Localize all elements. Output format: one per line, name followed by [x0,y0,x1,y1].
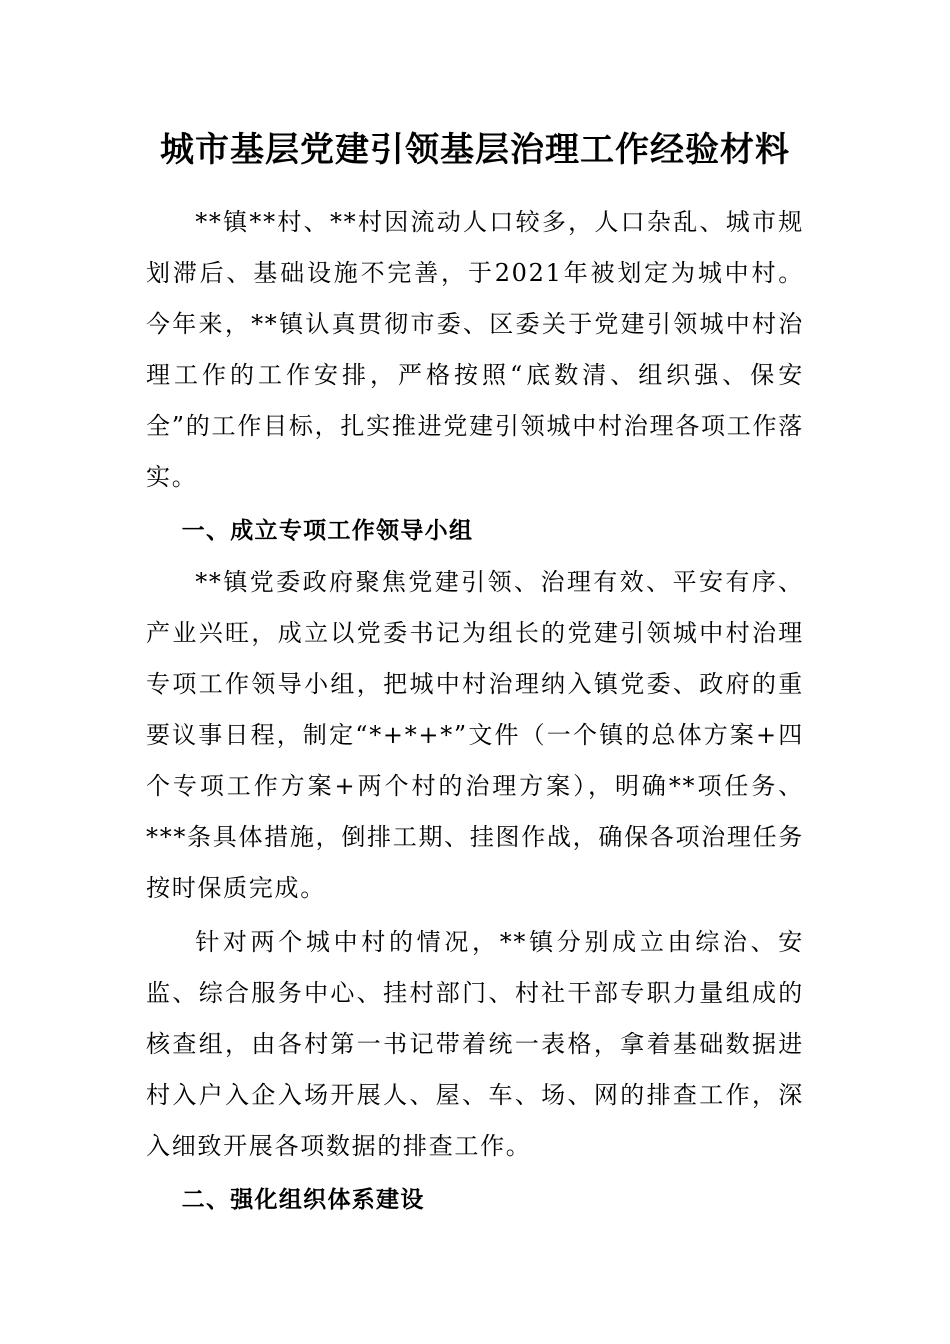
section1-paragraph-2: 针对两个城中村的情况，**镇分别成立由综治、安监、综合服务中心、挂村部门、村社干部专职力量组成的核查组，由各村第一书记带着统一表格，拿着基础数据进村入户入企入场开展人、屋、车、场、网的排查工作，深入细致开展各项数据的排查工作。 [146,928,804,1160]
section1-paragraph-1: **镇党委政府聚焦党建引领、治理有效、平安有序、产业兴旺，成立以党委书记为组长的党建引领城中村治理专项工作领导小组，把城中村治理纳入镇党委、政府的重要议事日程，制定“*+*+*”文件（一个镇的总体方案+四个专项工作方案+两个村的治理方案），明确**项任务、***条具体措施，倒排工期、挂图作战，确保各项治理任务按时保质完成。 [146,568,804,902]
intro-paragraph: **镇**村、**村因流动人口较多，人口杂乱、城市规划滞后、基础设施不完善，于2021年被划定为城中村。今年来，**镇认真贯彻市委、区委关于党建引领城中村治理工作的工作安排，严格按照“底数清、组织强、保安全”的工作目标，扎实推进党建引领城中村治理各项工作落实。 [146,208,804,491]
section-heading-2: 二、强化组织体系建设 [181,1187,425,1213]
section-heading-1: 一、成立专项工作领导小组 [181,518,474,544]
document-title: 城市基层党建引领基层治理工作经验材料 [160,130,790,170]
